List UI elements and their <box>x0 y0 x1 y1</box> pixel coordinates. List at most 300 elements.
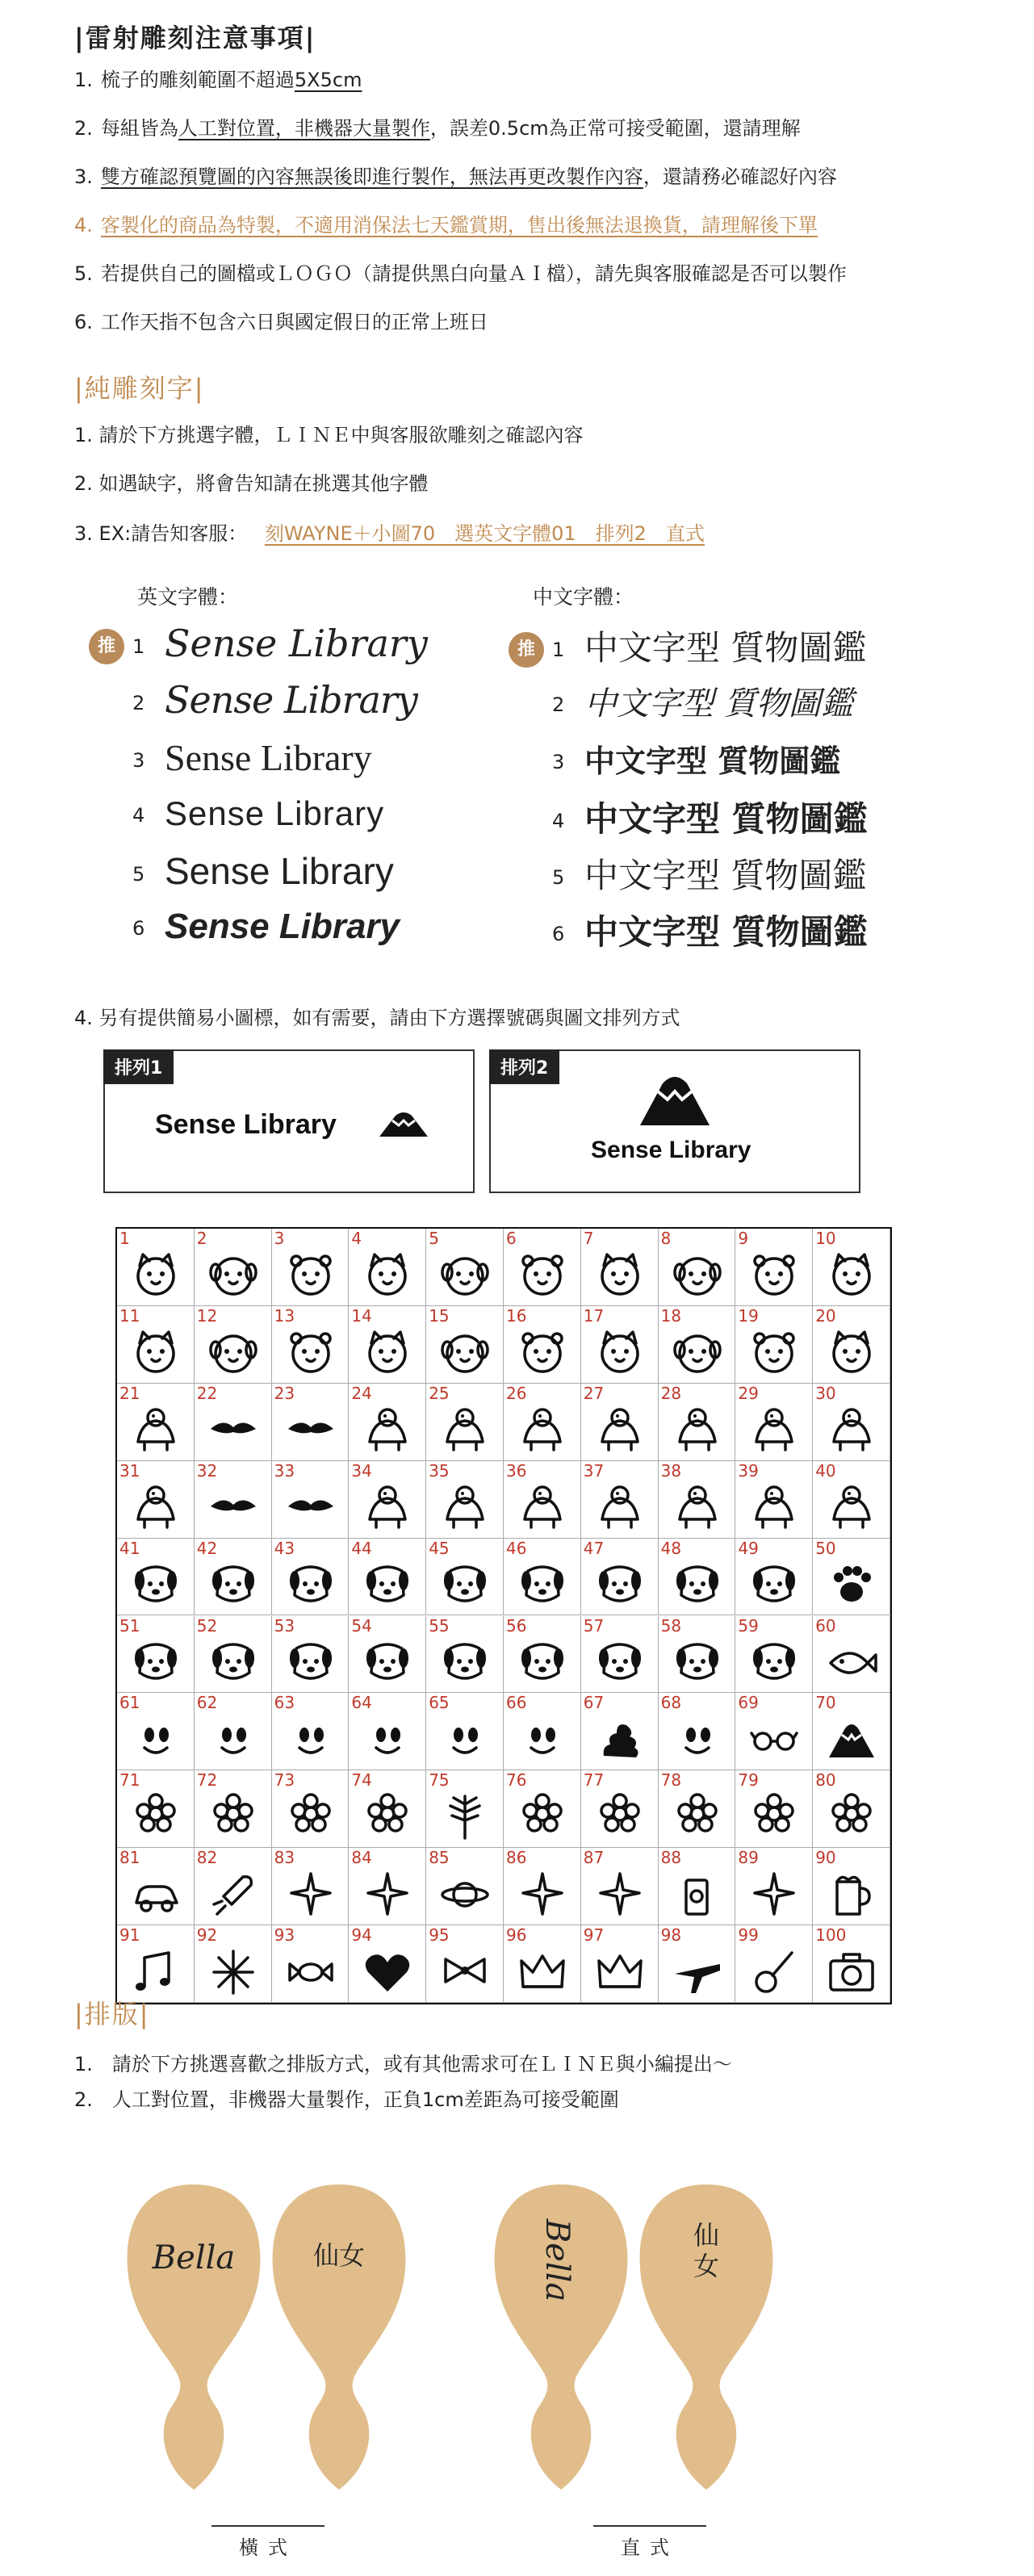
face-smile-icon <box>130 1714 182 1764</box>
icon-cell-85[interactable] <box>426 1848 504 1925</box>
icon-number: 38 <box>660 1460 682 1481</box>
icon-cell-11[interactable] <box>117 1306 195 1384</box>
icon-cell-20[interactable] <box>813 1306 890 1384</box>
icon-cell-2[interactable] <box>195 1229 272 1306</box>
note-underlined: 人工對位置，非機器大量製作 <box>178 117 430 140</box>
fish-hook-icon <box>748 1637 800 1687</box>
flower-icon <box>207 1791 259 1841</box>
icon-cell-17[interactable] <box>581 1306 659 1384</box>
icon-cell-4[interactable] <box>349 1229 426 1306</box>
icon-cell-33[interactable] <box>272 1461 350 1539</box>
elephant-2-icon <box>748 1482 800 1532</box>
icon-cell-25[interactable] <box>426 1384 504 1461</box>
poop-icon <box>594 1714 646 1764</box>
icon-number: 2 <box>196 1229 207 1248</box>
chicken-icon <box>285 1405 337 1455</box>
note-item-5 <box>74 260 847 287</box>
icon-cell-92[interactable] <box>195 1925 272 2003</box>
raccoon-icon <box>362 1482 413 1532</box>
icon-cell-87[interactable] <box>581 1848 659 1925</box>
font-number: 2 <box>132 692 145 714</box>
icon-cell-46[interactable] <box>504 1539 581 1616</box>
muscle-icon <box>439 1714 491 1764</box>
icon-cell-26[interactable] <box>504 1384 581 1461</box>
frog-icon <box>439 1327 491 1377</box>
en-font-sample: Sense Library <box>165 737 372 778</box>
icon-cell-27[interactable] <box>581 1384 659 1461</box>
icon-cell-93[interactable] <box>272 1925 350 2003</box>
mountain-icon <box>378 1111 429 1138</box>
icon-cell-50[interactable] <box>813 1539 890 1616</box>
note-text-after: ，還請務必確認好內容 <box>643 165 837 188</box>
icon-cell-76[interactable] <box>504 1770 581 1848</box>
zh-font-sample: 中文字型 質物圖鑑 <box>584 628 867 668</box>
icon-cell-64[interactable] <box>349 1693 426 1770</box>
puppy-sitting-icon <box>672 1560 723 1610</box>
icon-number: 71 <box>119 1770 140 1791</box>
icon-cell-23[interactable] <box>272 1384 350 1461</box>
icon-number: 22 <box>196 1383 218 1403</box>
icon-cell-84[interactable] <box>349 1848 426 1925</box>
zh-font-sample: 中文字型 質物圖鑑 <box>584 856 867 895</box>
icon-cell-9[interactable] <box>735 1229 813 1306</box>
example-prefix: 3. EX:請告知客服： <box>74 522 248 545</box>
icon-cell-70[interactable] <box>813 1693 890 1770</box>
zh-font-option-4[interactable] <box>552 793 868 841</box>
icon-cell-10[interactable] <box>813 1229 890 1306</box>
icon-cell-89[interactable] <box>735 1848 813 1925</box>
icon-number: 97 <box>583 1925 605 1946</box>
zh-font-option-2[interactable] <box>552 678 853 724</box>
icon-cell-3[interactable] <box>272 1229 350 1306</box>
icon-cell-90[interactable] <box>813 1848 890 1925</box>
icon-cell-44[interactable] <box>349 1539 426 1616</box>
icon-number: 34 <box>351 1460 372 1481</box>
duck-icon <box>362 1405 413 1455</box>
icon-number: 5 <box>429 1229 439 1248</box>
cactus-icon <box>130 1791 182 1841</box>
icon-cell-30[interactable] <box>813 1384 890 1461</box>
name-zh-vertical-2: 女 <box>693 2251 720 2281</box>
icon-number: 28 <box>660 1383 682 1403</box>
icon-number: 73 <box>274 1770 295 1791</box>
elephant-icon <box>207 1327 259 1377</box>
icon-number: 64 <box>351 1693 372 1713</box>
icon-cell-21[interactable] <box>117 1384 195 1461</box>
icon-cell-94[interactable] <box>349 1925 426 2003</box>
icon-cell-96[interactable] <box>504 1925 581 2003</box>
ghost-icon <box>517 1714 568 1764</box>
icon-number: 51 <box>119 1615 140 1636</box>
beer-icon <box>826 1869 877 1919</box>
comb-vertical-en[interactable] <box>488 2180 634 2494</box>
zh-font-sample: 中文字型 質物圖鑑 <box>584 912 868 952</box>
icon-number: 6 <box>506 1229 517 1248</box>
mountain-icon <box>638 1074 711 1127</box>
dinosaur-icon <box>748 1405 800 1455</box>
icon-cell-59[interactable] <box>735 1616 813 1694</box>
hamster-icon <box>594 1327 646 1377</box>
icon-number: 45 <box>429 1538 450 1558</box>
acorn-icon <box>826 1791 877 1841</box>
arrangement-2-box[interactable] <box>489 1049 860 1193</box>
icon-number: 46 <box>506 1538 527 1558</box>
arrangement-2-tag: 排列2 <box>489 1049 559 1084</box>
heart-icon <box>362 1946 413 1996</box>
en-font-option-3[interactable] <box>132 736 372 779</box>
icon-number: 35 <box>429 1460 450 1481</box>
note-number: 2. <box>74 117 93 140</box>
en-font-option-2[interactable] <box>132 678 417 722</box>
icon-cell-79[interactable] <box>735 1770 813 1848</box>
face-wink-icon <box>207 1714 259 1764</box>
icon-cell-71[interactable] <box>117 1770 195 1848</box>
icon-number: 82 <box>196 1848 218 1868</box>
note-number: 3. <box>74 165 93 188</box>
arrangement-1-box[interactable] <box>103 1049 475 1193</box>
icon-cell-60[interactable] <box>813 1616 890 1694</box>
beagle-icon <box>439 1560 491 1610</box>
note-item-2 <box>74 115 801 142</box>
icon-number: 61 <box>119 1693 140 1713</box>
icon-number: 12 <box>196 1305 218 1326</box>
comb-horizontal-zh[interactable] <box>266 2180 412 2494</box>
icon-cell-48[interactable] <box>659 1539 736 1616</box>
icon-number: 11 <box>119 1305 140 1326</box>
icon-cell-68[interactable] <box>659 1693 736 1770</box>
icon-cell-86[interactable] <box>504 1848 581 1925</box>
icon-cell-39[interactable] <box>735 1461 813 1539</box>
icon-cell-95[interactable] <box>426 1925 504 2003</box>
icon-cell-66[interactable] <box>504 1693 581 1770</box>
icon-number: 74 <box>351 1770 372 1791</box>
icon-cell-19[interactable] <box>735 1306 813 1384</box>
icon-number: 58 <box>660 1615 682 1636</box>
icon-number: 80 <box>815 1770 836 1791</box>
icon-cell-75[interactable] <box>426 1770 504 1848</box>
icon-number: 41 <box>119 1538 140 1558</box>
pig-icon <box>130 1327 182 1377</box>
icon-cell-29[interactable] <box>735 1384 813 1461</box>
rocket-icon <box>207 1869 259 1919</box>
arrangement-2-text: Sense Library <box>591 1137 751 1163</box>
font-number: 2 <box>552 693 565 716</box>
icon-cell-52[interactable] <box>195 1616 272 1694</box>
note-item-4 <box>74 212 818 239</box>
coffee-icon <box>672 1869 723 1919</box>
en-font-sample: Sense Library <box>165 622 428 665</box>
icon-cell-1[interactable] <box>117 1229 195 1306</box>
name-zh: 仙女 <box>312 2240 366 2271</box>
icon-number: 30 <box>815 1383 836 1403</box>
icon-number: 31 <box>119 1460 140 1481</box>
cat-peek-icon <box>130 1637 182 1687</box>
icon-cell-73[interactable] <box>272 1770 350 1848</box>
icon-number: 75 <box>429 1770 450 1791</box>
owl-icon <box>439 1405 491 1455</box>
en-font-option-6[interactable] <box>132 906 400 947</box>
icon-number: 83 <box>274 1848 295 1868</box>
icon-cell-24[interactable] <box>349 1384 426 1461</box>
icon-cell-55[interactable] <box>426 1616 504 1694</box>
note-underlined: 客製化的商品為特製，不適用消保法七天鑑賞期，售出後無法退換貨，請理解後下單 <box>100 214 818 237</box>
layout-item-2: 2. 人工對位置，非機器大量製作，正負1cm差距為可接受範圍 <box>74 2088 619 2111</box>
icon-number: 15 <box>429 1305 450 1326</box>
icon-number: 84 <box>351 1848 372 1868</box>
zh-font-option-3[interactable] <box>552 736 840 781</box>
icon-cell-35[interactable] <box>426 1461 504 1539</box>
icon-number: 67 <box>583 1693 605 1713</box>
icon-cell-72[interactable] <box>195 1770 272 1848</box>
icon-cell-13[interactable] <box>272 1306 350 1384</box>
font-number: 6 <box>552 923 565 945</box>
car-icon <box>130 1869 182 1919</box>
icon-number: 60 <box>815 1615 836 1636</box>
icon-cell-38[interactable] <box>659 1461 736 1539</box>
icon-number: 95 <box>429 1925 450 1946</box>
en-font-option-4[interactable] <box>132 793 384 834</box>
icon-cell-61[interactable] <box>117 1693 195 1770</box>
cheers-icon <box>594 1869 646 1919</box>
comb-horizontal-en[interactable] <box>121 2180 266 2494</box>
icon-cell-16[interactable] <box>504 1306 581 1384</box>
icon-cell-18[interactable] <box>659 1306 736 1384</box>
en-font-option-1[interactable] <box>89 622 428 665</box>
shell-icon <box>517 1791 568 1841</box>
icon-cell-37[interactable] <box>581 1461 659 1539</box>
icon-cell-40[interactable] <box>813 1461 890 1539</box>
icon-cell-43[interactable] <box>272 1539 350 1616</box>
icon-cell-15[interactable] <box>426 1306 504 1384</box>
note-item-1 <box>74 66 362 94</box>
pig-side-icon <box>826 1482 877 1532</box>
icon-number: 25 <box>429 1383 450 1403</box>
icon-number: 100 <box>815 1925 847 1946</box>
bow-icon <box>439 1946 491 1996</box>
font-number: 5 <box>132 863 145 886</box>
airplane-icon <box>672 1946 723 1996</box>
icon-number: 16 <box>506 1305 527 1326</box>
swallow-icon <box>207 1405 259 1455</box>
section-title-layout: |排版| <box>74 1999 150 2029</box>
icon-number: 63 <box>274 1693 295 1713</box>
icon-cell-12[interactable] <box>195 1306 272 1384</box>
icon-cell-62[interactable] <box>195 1693 272 1770</box>
icon-number: 49 <box>738 1538 759 1558</box>
section-title-text: |純雕刻字| <box>74 373 205 404</box>
icon-number: 4 <box>351 1229 362 1248</box>
icon-cell-31[interactable] <box>117 1461 195 1539</box>
icon-cell-45[interactable] <box>426 1539 504 1616</box>
icon-cell-54[interactable] <box>349 1616 426 1694</box>
icon-cell-82[interactable] <box>195 1848 272 1925</box>
icon-cell-57[interactable] <box>581 1616 659 1694</box>
icon-number: 55 <box>429 1615 450 1636</box>
dog-sitting-icon <box>748 1560 800 1610</box>
recommend-badge: 推 <box>89 629 124 664</box>
icon-number: 91 <box>119 1925 140 1946</box>
icon-number: 19 <box>738 1305 759 1326</box>
icon-number: 44 <box>351 1538 372 1558</box>
icon-cell-78[interactable] <box>659 1770 736 1848</box>
butterfly-icon <box>594 1637 646 1687</box>
icon-number: 87 <box>583 1848 605 1868</box>
icon-cell-42[interactable] <box>195 1539 272 1616</box>
icon-number: 93 <box>274 1925 295 1946</box>
icon-number: 23 <box>274 1383 295 1403</box>
tiger-icon <box>594 1250 646 1300</box>
icon-cell-81[interactable] <box>117 1848 195 1925</box>
icon-cell-5[interactable] <box>426 1229 504 1306</box>
note-item-3 <box>74 163 837 191</box>
hedgehog-icon <box>672 1405 723 1455</box>
icon-cell-83[interactable] <box>272 1848 350 1925</box>
en-font-option-5[interactable] <box>132 849 394 893</box>
icon-number: 32 <box>196 1460 218 1481</box>
en-font-sample: Sense Library <box>165 850 394 892</box>
icon-cell-28[interactable] <box>659 1384 736 1461</box>
icon-number: 78 <box>660 1770 682 1791</box>
koala-icon <box>748 1250 800 1300</box>
layout-item-1: 1. 請於下方挑選喜歡之排版方式，或有其他需求可在ＬＩＮＥ與小編提出～ <box>74 2053 732 2075</box>
note-underlined: 5X5cm <box>294 69 362 91</box>
vertical-caption: 直式 <box>593 2525 706 2560</box>
penguin-icon <box>517 1405 568 1455</box>
crown-2-icon <box>594 1946 646 1996</box>
font-number: 6 <box>132 917 145 940</box>
candy-icon <box>285 1946 337 1996</box>
chick-icon <box>285 1250 337 1300</box>
comb-vertical-zh[interactable] <box>634 2180 779 2494</box>
icon-cell-53[interactable] <box>272 1616 350 1694</box>
note-text: 若提供自己的圖檔或ＬＯＧＯ（請提供黑白向量ＡＩ檔），請先與客服確認是否可以製作 <box>100 262 847 285</box>
icon-number: 29 <box>738 1383 759 1403</box>
icon-number: 42 <box>196 1538 218 1558</box>
gorilla-icon <box>826 1327 877 1377</box>
horizontal-caption: 橫式 <box>211 2525 324 2560</box>
zh-font-option-5[interactable] <box>552 849 866 898</box>
icon-number: 72 <box>196 1770 218 1791</box>
font-number: 3 <box>132 749 145 772</box>
icon-cell-69[interactable] <box>735 1693 813 1770</box>
icon-cell-34[interactable] <box>349 1461 426 1539</box>
icon-number: 18 <box>660 1305 682 1326</box>
text-item-3 <box>74 520 705 547</box>
icon-cell-32[interactable] <box>195 1461 272 1539</box>
icon-cell-100[interactable] <box>813 1925 890 2003</box>
icon-number: 81 <box>119 1848 140 1868</box>
icon-cell-47[interactable] <box>581 1539 659 1616</box>
face-tongue-icon <box>285 1714 337 1764</box>
icon-number: 13 <box>274 1305 295 1326</box>
icon-number: 7 <box>583 1229 594 1248</box>
name-en: Bella <box>152 2239 236 2277</box>
icon-number: 88 <box>660 1848 682 1868</box>
icon-cell-80[interactable] <box>813 1770 890 1848</box>
icon-cell-91[interactable] <box>117 1925 195 2003</box>
bird-icon <box>517 1327 568 1377</box>
arrangement-1-text: Sense Library <box>155 1109 337 1140</box>
bear-face-icon <box>672 1482 723 1532</box>
icon-cell-22[interactable] <box>195 1384 272 1461</box>
rose-icon <box>362 1791 413 1841</box>
icon-cell-56[interactable] <box>504 1616 581 1694</box>
whale-icon <box>672 1637 723 1687</box>
note-text-after: ，誤差0.5cm為正常可接受範圍，還請理解 <box>429 117 801 140</box>
icon-cell-63[interactable] <box>272 1693 350 1770</box>
font-number: 4 <box>132 804 145 827</box>
icon-number: 36 <box>506 1460 527 1481</box>
font-number: 1 <box>132 635 145 658</box>
name-zh-vertical-1: 仙 <box>693 2220 720 2251</box>
angry-icon <box>672 1714 723 1764</box>
arrangement-1-tag: 排列1 <box>103 1049 174 1084</box>
icon-number: 26 <box>506 1383 527 1403</box>
note-number: 6. <box>74 311 93 333</box>
icon-cell-99[interactable] <box>735 1925 813 2003</box>
shiba-icon <box>362 1560 413 1610</box>
icon-cell-74[interactable] <box>349 1770 426 1848</box>
snowflake-icon <box>207 1946 259 1996</box>
icon-number: 89 <box>738 1848 759 1868</box>
icon-number: 24 <box>351 1383 372 1403</box>
icon-cell-58[interactable] <box>659 1616 736 1694</box>
icon-cell-98[interactable] <box>659 1925 736 2003</box>
note-text: 梳子的雕刻範圍不超過 <box>100 69 295 91</box>
icon-cell-67[interactable] <box>581 1693 659 1770</box>
icon-cell-77[interactable] <box>581 1770 659 1848</box>
icon-number: 50 <box>815 1538 836 1558</box>
icon-cell-14[interactable] <box>349 1306 426 1384</box>
icon-number: 48 <box>660 1538 682 1558</box>
icon-cell-7[interactable] <box>581 1229 659 1306</box>
en-font-sample: Sense Library <box>165 678 417 722</box>
icon-number: 98 <box>660 1925 682 1946</box>
crown-icon <box>517 1946 568 1996</box>
icon-cell-49[interactable] <box>735 1539 813 1616</box>
zh-font-option-1[interactable] <box>509 622 866 670</box>
guitar-icon <box>748 1946 800 1996</box>
octopus-icon <box>439 1637 491 1687</box>
monkey-icon <box>672 1327 723 1377</box>
zh-font-option-6[interactable] <box>552 906 868 954</box>
example-value: 刻WAYNE＋小圖70 選英文字體01 排列2 直式 <box>264 522 705 545</box>
icon-number: 96 <box>506 1925 527 1946</box>
icon-cell-36[interactable] <box>504 1461 581 1539</box>
name-en-vertical: Bella <box>538 2218 576 2302</box>
icon-cell-88[interactable] <box>659 1848 736 1925</box>
planet-icon <box>439 1869 491 1919</box>
fish-icon <box>826 1637 877 1687</box>
lion-sitting-icon <box>748 1327 800 1377</box>
cat-face-2-icon <box>362 1637 413 1687</box>
icon-cell-97[interactable] <box>581 1925 659 2003</box>
icon-number: 79 <box>738 1770 759 1791</box>
icon-number: 21 <box>119 1383 140 1403</box>
penguin-2-icon <box>594 1405 646 1455</box>
icon-cell-6[interactable] <box>504 1229 581 1306</box>
zh-font-sample: 中文字型 質物圖鑑 <box>584 685 853 723</box>
note-number: 4. <box>74 214 93 237</box>
icon-cell-8[interactable] <box>659 1229 736 1306</box>
panda-icon <box>439 1250 491 1300</box>
icon-cell-41[interactable] <box>117 1539 195 1616</box>
icon-number: 54 <box>351 1615 372 1636</box>
icon-cell-51[interactable] <box>117 1616 195 1694</box>
cat-sleeping-icon <box>207 1637 259 1687</box>
icon-cell-65[interactable] <box>426 1693 504 1770</box>
face-laugh-icon <box>362 1714 413 1764</box>
